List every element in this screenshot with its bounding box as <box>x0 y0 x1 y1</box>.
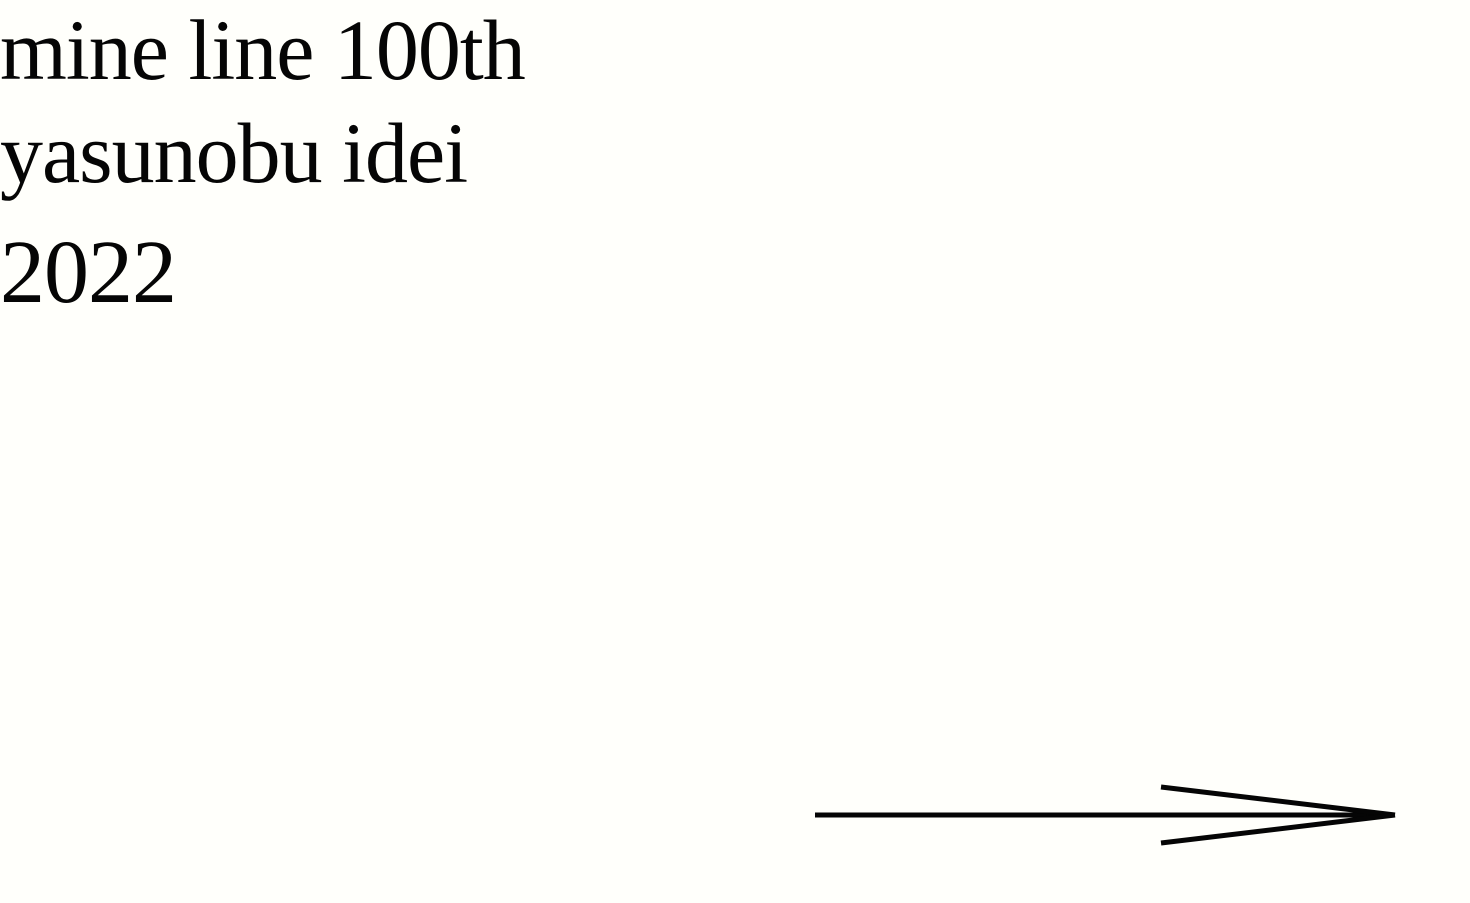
long-right-arrow-icon <box>805 775 1405 855</box>
year: 2022 <box>0 223 176 322</box>
next-arrow-link[interactable] <box>805 775 1405 855</box>
artist-name: yasunobu idei <box>0 105 468 201</box>
work-title: mine line 100th <box>0 2 525 98</box>
